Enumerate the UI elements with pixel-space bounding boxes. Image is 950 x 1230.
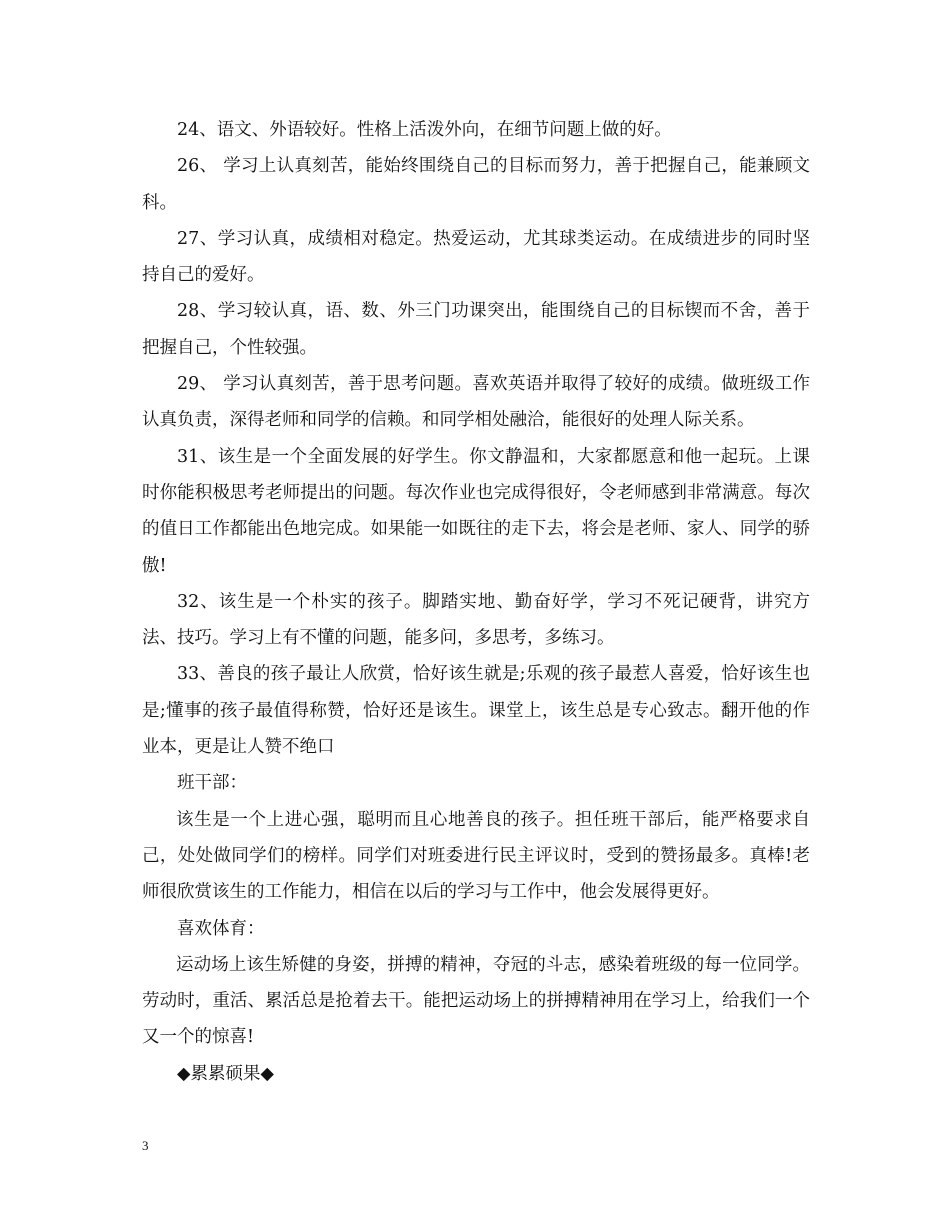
page-number: 3 bbox=[142, 1138, 149, 1153]
paragraph-sports: 运动场上该生矫健的身姿，拼搏的精神，夺冠的斗志，感染着班级的每一位同学。劳动时，重活、累活总是抢着去干。能把运动场上的拼搏精神用在学习上，给我们一个又一个的惊喜! bbox=[142, 954, 810, 1048]
section-heading-class-cadre: 班干部： bbox=[177, 773, 247, 794]
paragraph-27: 27、学习认真，成绩相对稳定。热爱运动，尤其球类运动。在成绩进步的同时坚持自己的爱好。 bbox=[142, 228, 810, 286]
paragraph-class-cadre: 该生是一个上进心强，聪明而且心地善良的孩子。担任班干部后，能严格要求自己，处处做同学们的榜样。同学们对班委进行民主评议时，受到的赞扬最多。真棒!老师很欣赏该生的工作能力，相信在以后的学习与工作中，他会发展得更好。 bbox=[142, 809, 810, 903]
paragraph-33: 33、善良的孩子最让人欣赏，恰好该生就是;乐观的孩子最惹人喜爱，恰好该生也是;懂事的孩子最值得称赞，恰好还是该生。课堂上，该生总是专心致志。翻开他的作业本，更是让人赞不绝口 bbox=[142, 664, 810, 758]
paragraph-24: 24、语文、外语较好。性格上活泼外向，在细节问题上做的好。 bbox=[177, 120, 672, 140]
paragraph-28: 28、学习较认真，语、数、外三门功课突出，能围绕自己的目标锲而不舍，善于把握自己，个性较强。 bbox=[142, 301, 810, 358]
paragraph-31: 31、该生是一个全面发展的好学生。你文静温和，大家都愿意和他一起玩。上课时你能积极思考老师提出的问题。每次作业也完成得很好，令老师感到非常满意。每次的值日工作都能出色地完成。如果能一如既往的走下去，将会是老师、家人、同学的骄傲! bbox=[142, 446, 810, 576]
section-heading-sports: 喜欢体育： bbox=[177, 918, 265, 939]
document-body bbox=[142, 112, 810, 1092]
paragraph-32: 32、该生是一个朴实的孩子。脚踏实地、勤奋好学，学习不死记硬背，讲究方法、技巧。学习上有不懂的问题，能多问，多思考，多练习。 bbox=[142, 591, 810, 649]
paragraph-29: 29、 学习认真刻苦，善于思考问题。喜欢英语并取得了较好的成绩。做班级工作认真负责，深得老师和同学的信赖。和同学相处融洽，能很好的处理人际关系。 bbox=[142, 374, 810, 431]
section-heading-achievements: ◆累累硕果◆ bbox=[177, 1063, 274, 1084]
paragraph-26: 26、 学习上认真刻苦，能始终围绕自己的目标而努力，善于把握自己，能兼顾文科。 bbox=[142, 156, 810, 213]
